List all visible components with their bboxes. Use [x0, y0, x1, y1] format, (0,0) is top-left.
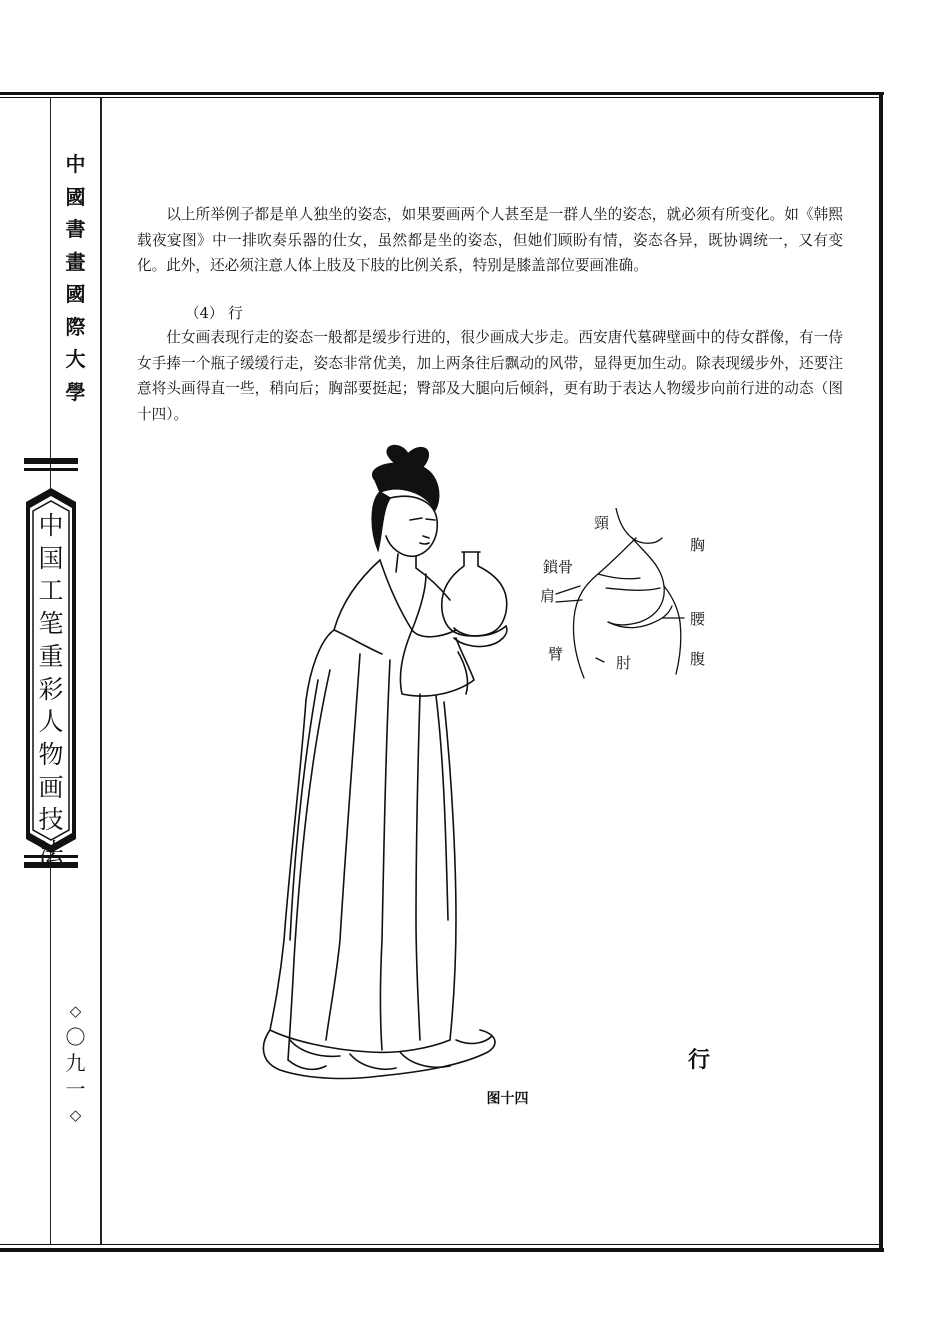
label-clavicle: 鎖骨 [543, 558, 574, 576]
label-abdomen: 腹 [690, 650, 706, 668]
label-shoulder: 肩 [540, 587, 556, 605]
page-frame-top-inner [0, 97, 880, 98]
page-frame-bottom-inner [0, 1244, 880, 1245]
label-neck: 頸 [594, 514, 610, 532]
figure-title-char: 行 [688, 1047, 711, 1073]
body-structure-diagram [536, 508, 736, 688]
page-number: ◇ 〇 九 一 ◇ [65, 1002, 86, 1124]
label-waist: 腰 [690, 610, 706, 628]
body-paragraph-1: 以上所举例子都是单人独坐的姿态，如果要画两个人甚至是一群人坐的姿态，就必须有所变化。如《韩熙载夜宴图》中一排吹奏乐器的仕女，虽然都是坐的姿态，但她们顾盼有情，姿态各异，既协调统一，又有变化。此外，还必须注意人体上肢及下肢的比例关系，特别是膝盖部位要画准确。 [137, 206, 843, 274]
label-chest: 胸 [690, 536, 706, 554]
spine-rule-right [100, 98, 102, 1244]
body-paragraph-2: 仕女画表现行走的姿态一般都是缓步行进的，很少画成大步走。西安唐代墓碑壁画中的侍女群像，有一侍女手捧一个瓶子缓缓行走，姿态非常优美，加上两条往后飘动的风带，显得更加生动。除表现缓步外，还要注意将头画得直一些，稍向后；胸部要挺起；臀部及大腿向后倾斜，更有助于表达人物缓步向前行进的动态（图十四）。 [137, 329, 843, 423]
page-frame-bottom [0, 1248, 884, 1252]
section-heading: （4） 行 [185, 305, 243, 322]
banner-bar-top-1 [24, 458, 78, 464]
page-frame-top [0, 92, 884, 95]
label-elbow: 肘 [616, 654, 632, 672]
page-frame-right [879, 92, 883, 1252]
series-title: 中 國 書 畫 國 際 大 學 [65, 152, 86, 404]
label-arm: 臂 [548, 645, 564, 663]
banner-bar-top-2 [24, 468, 78, 471]
walking-lady-illustration [230, 440, 530, 1090]
figure-caption: 图十四 [486, 1091, 529, 1107]
book-title: 中 国 工 笔 重 彩 人 物 画 技 法 [38, 511, 64, 868]
